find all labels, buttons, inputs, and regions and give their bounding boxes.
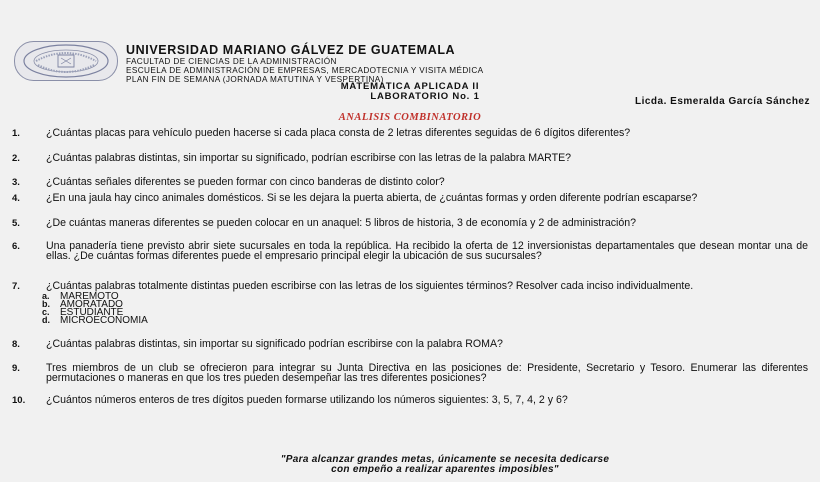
question-number: 5.: [12, 218, 20, 229]
university-seal-logo: [14, 41, 118, 81]
course-title: MATEMATICA APLICADA II: [340, 81, 480, 92]
question-item: [12, 282, 808, 325]
item-word: MAREMOTO: [60, 290, 119, 302]
list-item: [42, 315, 808, 327]
university-name: UNIVERSIDAD MARIANO GÁLVEZ DE GUATEMALA: [126, 43, 456, 57]
word-list: [42, 292, 808, 325]
faculty-name: FACULTAD DE CIENCIAS DE LA ADMINISTRACIÓN: [126, 56, 337, 66]
item-letter: d.: [42, 315, 50, 326]
plan-name: PLAN FIN DE SEMANA (JORNADA MATUTINA Y VESPERTINA): [126, 75, 384, 85]
list-item: [42, 292, 808, 300]
question-item: [12, 364, 808, 383]
question-text: ¿De cuántas maneras diferentes se pueden colocar en un anaquel: 5 libros de historia, 3 de economía y 2 de administración?: [46, 217, 637, 229]
list-item: [42, 300, 808, 308]
closing-quote: [0, 455, 820, 475]
question-number: 2.: [12, 153, 20, 164]
question-item: [12, 178, 808, 188]
question-number: 6.: [12, 241, 20, 252]
question-item: [12, 242, 808, 261]
question-text: Una panadería tiene previsto abrir siete sucursales en toda la república. Ha recibido la oferta de 12 inversionistas departamentales que desean montar una de ellas. ¿De cuántas formas diferentes puede el empresario principal elegir la ubicación de sus sucursales?: [46, 240, 808, 262]
question-text: ¿Cuántos números enteros de tres dígitos pueden formarse utilizando los números siguientes: 3, 5, 7, 4, 2 y 6?: [46, 394, 568, 406]
document-header: [126, 44, 484, 85]
item-word: MICROECONOMIA: [60, 315, 148, 327]
item-letter: a.: [42, 290, 50, 301]
question-text: ¿Cuántas palabras totalmente distintas pueden escribirse con las letras de los siguientes términos? Resolver cada inciso individualmente.: [46, 280, 694, 292]
lab-title: LABORATORIO No. 1: [370, 90, 480, 102]
question-text: ¿En una jaula hay cinco animales domésticos. Si se les dejara la puerta abierta, de ¿cuántas formas y orden diferente podrían escaparse?: [46, 192, 698, 204]
school-name: ESCUELA DE ADMINISTRACIÓN DE EMPRESAS, MERCADOTECNIA Y VISITA MÉDICA: [126, 65, 484, 75]
question-number: 1.: [12, 128, 20, 139]
item-word: AMORATADO: [60, 298, 123, 310]
question-text: ¿Cuántas placas para vehículo pueden hacerse si cada placa consta de 2 letras diferentes seguidas de 6 dígitos diferentes?: [46, 127, 631, 139]
question-number: 4.: [12, 193, 20, 204]
professor-name: Licda. Esmeralda García Sánchez: [634, 96, 810, 107]
quote-line: "Para alcanzar grandes metas, únicamente se necesita dedicarse: [280, 454, 610, 465]
section-title: ANALISIS COMBINATORIO: [338, 112, 482, 123]
item-letter: c.: [42, 307, 50, 318]
question-item: [12, 340, 808, 350]
question-number: 8.: [12, 339, 20, 350]
question-number: 3.: [12, 177, 20, 188]
item-word: ESTUDIANTE: [60, 307, 124, 319]
question-number: 7.: [12, 281, 20, 292]
question-item: [12, 154, 808, 164]
question-number: 9.: [12, 363, 20, 374]
list-item: [42, 307, 808, 319]
question-text: Tres miembros de un club se ofrecieron para integrar su Junta Directiva en las posiciones de: Presidente, Secretario y Tesoro. Enumerar las diferentes permutaciones o maneras en que los tres pueden desempeñar las tres diferentes posiciones?: [46, 362, 808, 384]
question-item: [12, 194, 808, 204]
question-item: [12, 129, 808, 139]
item-letter: b.: [42, 298, 50, 309]
question-number: 10.: [12, 395, 26, 406]
question-text: ¿Cuántas señales diferentes se pueden formar con cinco banderas de distinto color?: [46, 176, 445, 188]
question-text: ¿Cuántas palabras distintas, sin importar su significado, podrían escribirse con las letras de la palabra MARTE?: [46, 152, 572, 164]
question-text: ¿Cuántas palabras distintas, sin importar su significado podrían escribirse con la palabra ROMA?: [46, 338, 503, 350]
question-item: [12, 396, 808, 406]
quote-line: con empeño a realizar aparentes imposibles": [331, 464, 559, 475]
question-item: [12, 219, 808, 229]
